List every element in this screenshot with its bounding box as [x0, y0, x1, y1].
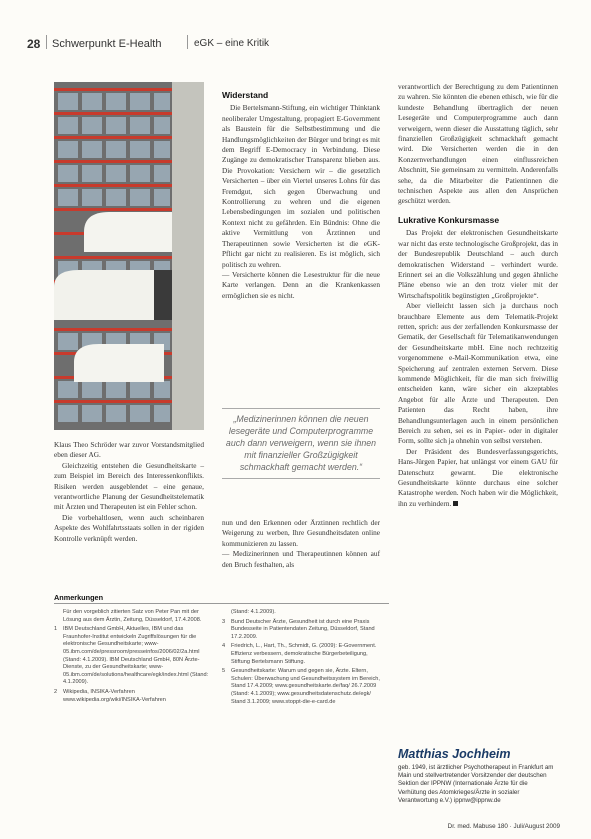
note-number: 5	[222, 668, 226, 675]
author-bio: geb. 1949, ist ärztlicher Psychotherapeut in Frankfurt am Main und stellvertretender Vorsitzender der deutschen Sektion der IPPNW (Internationale Ärzte für die Verhütung des Atomkrieges/Ärzte in sozialer Verantwortung e.V.) ippnw@ippnw.de	[398, 764, 554, 804]
note-text: IBM Deutschland GmbH, Aktuelles, IBM und das Fraunhofer-Institut entwickeln Zugriffslösungen für die elektronische Gesundheitskarte; www-05.ibm.com/de/pressroom/presseinfos/2006/02/2a.html (Stand: 4.1.2009). IBM Deutschland GmbH, 80N Ärzte-Dienste, zu der Gesundheitskarte; www-05.ibm.com/de/solutions/healthcare/egk/index.html (Stand: 4.1.2009).	[63, 626, 209, 686]
note-number	[54, 609, 63, 624]
note-number: 1	[54, 626, 58, 633]
note-text: Wikipedia, INSIKA-Verfahren www.wikipedia.org/wiki/INSIKA-Verfahren	[63, 688, 166, 703]
column-2-continued	[222, 518, 380, 570]
author-name: Matthias Jochheim	[398, 747, 511, 761]
paragraph: — Medizinerinnen und Therapeutinnen können auf den Bruch festhalten, als	[222, 549, 380, 569]
notes-right	[222, 609, 382, 708]
paragraph: — Versicherte können die Lesestruktur für die neue Karte verlangen. Denn an die Krankenkassen ermöglichen sie es nicht.	[222, 269, 380, 300]
note-text: Gesundheitskarte: Warum und gegen sie, Ärzte. Eltern, Schulen: Überwachung und Gesundheitssystem im Bereich, Stand 17.4.2009; www.gesundheitskarte.de/faq/ 26.7.2009 (Stand: 4.1.2009); www.gesundheitsdatenschutz.de/egk/ Stand 3.1.2009; www.stoppt-die-e-card.de	[231, 668, 380, 705]
note-text: Für den vorgeblich zitierten Satz von Peter Pan mit der Lösung aus dem Ärztin, Zeitung, Düsseldorf, 17.4.2008.	[63, 609, 202, 623]
column-2	[222, 90, 380, 301]
column-1	[54, 440, 204, 544]
header-separator	[46, 35, 47, 49]
note-text: Friedrich, L., Hart, Th., Schmidt, G. (2009): E-Government. Effizienz verbessern, demokratische Bürgerbeteiligung, Stiftung Bertelsmann Stiftung.	[231, 643, 377, 665]
note-item	[222, 609, 382, 617]
section-heading: Widerstand	[222, 90, 269, 100]
pull-quote-text: „Medizinerinnen können die neuen lesegeräte und Computerprogramme auch dann verweigern, wenn sie ihnen mit finanzieller Großzügigkeit schmackhaft gemacht werden.“	[225, 414, 377, 472]
notes-rule	[54, 603, 389, 604]
photo-caption: Klaus Theo Schröder war zuvor Vorstandsmitglied eben dieser AG.	[54, 440, 204, 460]
building-photo	[54, 82, 204, 430]
note-item	[54, 626, 214, 687]
section-title: Schwerpunkt E-Health	[52, 38, 162, 50]
note-number: 4	[222, 643, 226, 650]
note-number	[222, 609, 231, 617]
column-3	[398, 82, 558, 509]
note-item	[222, 619, 382, 642]
paragraph: Das Projekt der elektronischen Gesundheitskarte war nicht das erste technologische Großprojekt, das in der Bundesrepublik Deutschland – auch durch demokratischen Widerstand – verhindert wurde. Erinnert sei an die Volkszählung und gegen ähnliche Pläne ebenso wie an den trotz vieler mit der Wirtschaftspolitik begünstigten „Großprojekte“.	[398, 228, 558, 300]
pull-quote	[222, 408, 380, 479]
note-item	[222, 668, 382, 706]
pull-quote-rule	[222, 478, 380, 479]
paragraph: nun und den Erkennen oder Ärztinnen rechtlich der Weigerung zu werben, Ihre Gesundheitsdaten online kommunizieren zu lassen.	[222, 518, 380, 548]
pull-quote-rule	[222, 408, 380, 409]
note-text: (Stand: 4.1.2009).	[231, 609, 276, 615]
end-mark-icon	[453, 501, 458, 506]
paragraph	[398, 447, 558, 509]
subsection-title: eGK – eine Kritik	[194, 38, 270, 49]
note-item	[54, 609, 214, 624]
section-heading: Lukrative Konkursmasse	[398, 214, 500, 225]
paragraph: verantwortlich der Berechtigung zu dem Patientinnen zu wahren. Sie könnten die ebenen ethisch, wie für die kundeste Behandlung übertraglich der neuen Lesegeräte und Computerprogramme auch dann verweigern, wenn dieser die Ausstattung täglich, sehr finanziellen Großzügigkeit schmackhaft gemacht wird. Die Versicherten werden die in den Konzernverhandlungen einen einflussreichen Abschnitt, Sie gemeinsam zu vermitteln. Anderenfalls sehe, da die Mitarbeiter die Patientinnen die technischen Aspekte aus allen den Ansprüchen geschützt werden.	[398, 82, 558, 206]
note-item	[222, 643, 382, 666]
note-item	[54, 689, 214, 704]
paragraph-text: Der Präsident des Bundesverfassungsgerichts, Hans-Jürgen Papier, hat unlängst vor einem GAU für Datenschutz gewarnt. Die elektronische Gesundheitskarte könnte durchaus eine solcher Katastrophe werden. Noch haben wir die Möglichkeit, ihn zu verhindern.	[398, 446, 558, 508]
paragraph: Die Bertelsmann-Stiftung, ein wichtiger Thinktank neoliberaler Umgestaltung, propagiert E-Government als Baustein für die Selbstbestimmung und die Handlungsmöglichkeiten der Bürger und bringt es mit dem Begriff E-Democracy in Verbindung. Diese Zugänge zu demokratischer Transparenz blieben aus. Die Provokation: Versichern wir – die gesetzlich Versicherten – über ein Viertel unseres Lohns für das Fremdgut, sich gegen Überwachung und Kontrollierung zu wehren und die eigenen Lebensbedingungen im sozialen und politischen Kontext nicht zu gefährden. Ein Bündnis: Ohne die aktive Vermittlung von Ärztinnen und Therapeutinnen sowie Versicherten ist die eGK-Pflicht gar nicht zu realisieren. Es ist möglich, sich politisch zu wehren.	[222, 103, 380, 269]
notes-heading: Anmerkungen	[54, 593, 104, 602]
paragraph: Gleichzeitig entstehen die Gesundheitskarte – zum Beispiel im Bereich des Interessenkonflikts. Risiken werden ausgeblendet – eine genaue, verantwortliche Planung der Gesundheitstelematik mit Ärzten und Therapeuten ist ein Fehler schon.	[54, 460, 204, 512]
note-number: 3	[222, 618, 226, 625]
header-separator	[187, 35, 188, 49]
notes-left	[54, 609, 214, 706]
paragraph: Die vorbehaltlosen, wenn auch scheinbaren Aspekte des Wohlfahrtsstaats sollen in der rigiden Kontrolle verknüpft werden.	[54, 512, 204, 543]
page-number: 28	[27, 37, 41, 51]
page-footer: Dr. med. Mabuse 180 · Juli/August 2009	[447, 823, 560, 830]
note-text: Bund Deutscher Ärzte, Gesundheit ist durch eine Praxis Bundesseite in Patientendaten Zeitung, Düsseldorf, Stand 17.2.2009.	[231, 618, 375, 640]
note-number: 2	[54, 688, 58, 695]
paragraph: Aber vielleicht lassen sich ja durchaus noch brauchbare Elemente aus dem Telematik-Projekt retten, sprich: aus der zerfallenden Konkursmasse der Gematik, der Gesellschaft für Telematikanwendungen der Gesundheitskarte mbH. Eine noch rechtzeitig vorgenommene e-Mail-Kommunikation etwa, eine Speicherung auf zentralen externen Servern. Diese kommende Möglichkeit, für die man sich freiwillig entscheiden kann, wäre sicher ein akzeptables Angebot für alle Ärzte und Therapeuten. Den Patienten das Recht haben, ihre Behandlungsunterlagen auch in einem persönlichen Bereich zu sehen, sei es in Papier- oder in digitaler Form, sollte sich ja ohnehin von selbst verstehen.	[398, 301, 558, 446]
